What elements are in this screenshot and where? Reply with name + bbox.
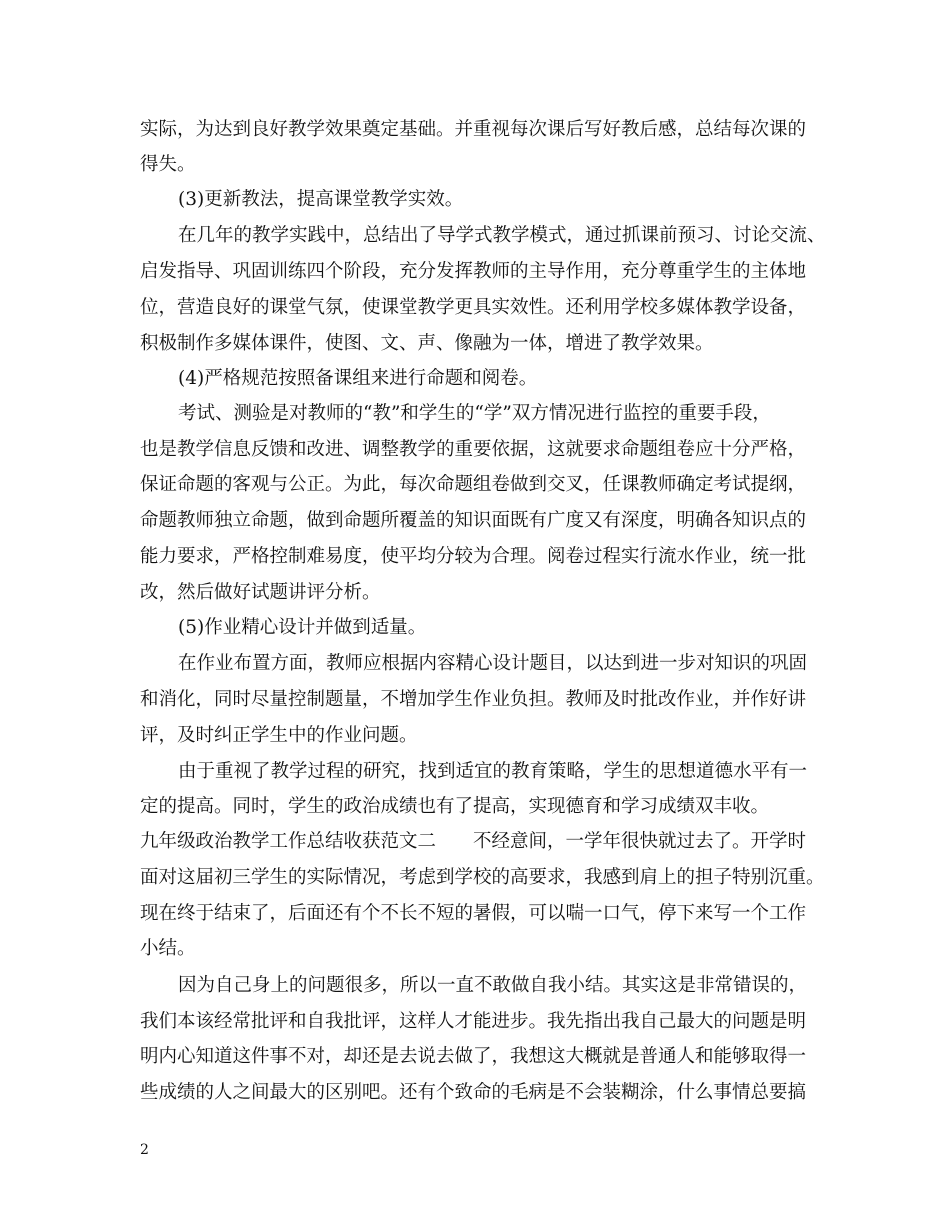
text-line: 在作业布置方面，教师应根据内容精心设计题目，以达到进一步对知识的巩固 — [178, 653, 808, 674]
text-line: 在几年的教学实践中，总结出了导学式教学模式，通过抓课前预习、讨论交流、 — [178, 225, 826, 246]
text-line: 改，然后做好试题讲评分析。 — [140, 582, 381, 603]
text-line: 小结。 — [140, 938, 196, 959]
text-line: 面对这届初三学生的实际情况，考虑到学校的高要求，我感到肩上的担子特别沉重。 — [140, 867, 825, 888]
text-line: 实际，为达到良好教学效果奠定基础。并重视每次课后写好教后感，总结每次课的 — [140, 119, 807, 140]
text-line: 些成绩的人之间最大的区别吧。还有个致命的毛病是不会装糊涂，什么事情总要搞 — [140, 1082, 807, 1103]
text-line: 我们本该经常批评和自我批评，这样人才能进步。我先指出我自己最大的问题是明 — [140, 1011, 807, 1032]
text-line: 启发指导、巩固训练四个阶段，充分发挥教师的主导作用，充分尊重学生的主体地 — [140, 261, 807, 282]
text-line: 由于重视了教学过程的研究，找到适宜的教育策略，学生的思想道德水平有一 — [178, 761, 808, 782]
section-heading-3: (3)更新教法，提高课堂教学实效。 — [178, 189, 464, 210]
text-line: 现在终于结束了，后面还有个不长不短的暑假，可以喘一口气，停下来写一个工作 — [140, 903, 807, 924]
text-line: 和消化，同时尽量控制题量，不增加学生作业负担。教师及时批改作业，并作好讲 — [140, 689, 807, 710]
section-heading-5: (5)作业精心设计并做到适量。 — [178, 617, 427, 638]
text-line: 也是教学信息反馈和改进、调整教学的重要依据，这就要求命题组卷应十分严格， — [140, 439, 807, 460]
text-line: 因为自己身上的问题很多，所以一直不敢做自我小结。其实这是非常错误的， — [178, 975, 808, 996]
section-heading-4: (4)严格规范按照备课组来进行命题和阅卷。 — [178, 368, 538, 389]
text-line: 考试、测验是对教师的“教”和学生的“学”双方情况进行监控的重要手段， — [178, 403, 771, 424]
text-line: 命题教师独立命题，做到命题所覆盖的知识面既有广度又有深度，明确各知识点的 — [140, 510, 807, 531]
text-line: 定的提高。同时，学生的政治成绩也有了提高，实现德育和学习成绩双丰收。 — [140, 796, 770, 817]
text-line: 九年级政治教学工作总结收获范文二 不经意间，一学年很快就过去了。开学时 — [140, 831, 807, 852]
text-line: 明内心知道这件事不对，却还是去说去做了，我想这大概就是普通人和能够取得一 — [140, 1046, 807, 1067]
text-line: 保证命题的客观与公正。为此，每次命题组卷做到交叉，任课教师确定考试提纲， — [140, 474, 807, 495]
text-line: 评，及时纠正学生中的作业问题。 — [140, 725, 418, 746]
text-line: 位，营造良好的课堂气氛，使课堂教学更具实效性。还利用学校多媒体教学设备， — [140, 297, 807, 318]
page-number: 2 — [140, 1142, 149, 1158]
text-line: 积极制作多媒体课件，使图、文、声、像融为一体，增进了教学效果。 — [140, 333, 714, 354]
text-line: 得失。 — [140, 154, 196, 175]
text-line: 能力要求，严格控制难易度，使平均分较为合理。阅卷过程实行流水作业，统一批 — [140, 546, 807, 567]
